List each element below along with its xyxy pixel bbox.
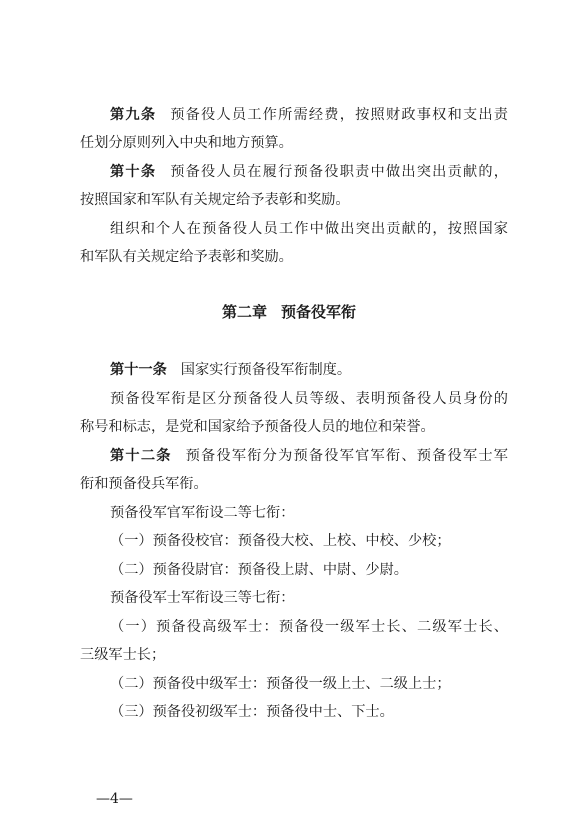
article-12-label: 第十二条 <box>110 448 172 464</box>
article-11-line-1: 第十一条 国家实行预备役军衔制度。 <box>110 362 352 378</box>
page-number: —4— <box>96 791 133 807</box>
article-12-line-1: 第十二条 预备役军衔分为预备役军官军衔、预备役军士军 <box>110 448 508 464</box>
article-10-line-2: 按照国家和军队有关规定给予表彰和奖励。 <box>80 192 350 208</box>
article-10-label: 第十条 <box>110 164 157 180</box>
chapter-title: 预备役军衔 <box>281 303 357 321</box>
article-9-line-2: 任划分原则列入中央和地方预算。 <box>80 135 293 151</box>
officer-ranks-intro: 预备役军官军衔设二等七衔： <box>110 505 295 521</box>
article-9-label: 第九条 <box>110 107 157 123</box>
article-10-line-1: 第十条 预备役人员在履行预备役职责中做出突出贡献的， <box>110 164 508 180</box>
article-11-para-2-line-1: 预备役军衔是区分预备役人员等级、表明预备役人员身份的 <box>110 391 508 407</box>
nco-ranks-item-1-line-2: 三级军士长； <box>80 647 166 663</box>
nco-ranks-item-2: （二）预备役中级军士：预备役一级上士、二级上士； <box>110 676 451 692</box>
article-9-line-1: 第九条 预备役人员工作所需经费，按照财政事权和支出责 <box>110 107 508 123</box>
article-10-para-2-line-2: 和军队有关规定给予表彰和奖励。 <box>80 249 293 265</box>
article-11-para-2-line-2: 称号和标志，是党和国家给予预备役人员的地位和荣誉。 <box>80 419 435 435</box>
article-10-para-2-line-1: 组织和个人在预备役人员工作中做出突出贡献的，按照国家 <box>110 221 508 237</box>
nco-ranks-intro: 预备役军士军衔设三等七衔： <box>110 590 295 606</box>
article-11-label: 第十一条 <box>110 362 167 378</box>
chapter-heading <box>0 302 578 322</box>
officer-ranks-item-1: （一）预备役校官：预备役大校、上校、中校、少校； <box>110 533 451 549</box>
chapter-number: 第二章 <box>221 303 267 321</box>
officer-ranks-item-2: （二）预备役尉官：预备役上尉、中尉、少尉。 <box>110 562 408 578</box>
nco-ranks-item-3: （三）预备役初级军士：预备役中士、下士。 <box>110 704 394 720</box>
nco-ranks-item-1-line-1: （一）预备役高级军士：预备役一级军士长、二级军士长、 <box>110 619 508 635</box>
article-12-line-2: 衔和预备役兵军衔。 <box>80 476 208 492</box>
